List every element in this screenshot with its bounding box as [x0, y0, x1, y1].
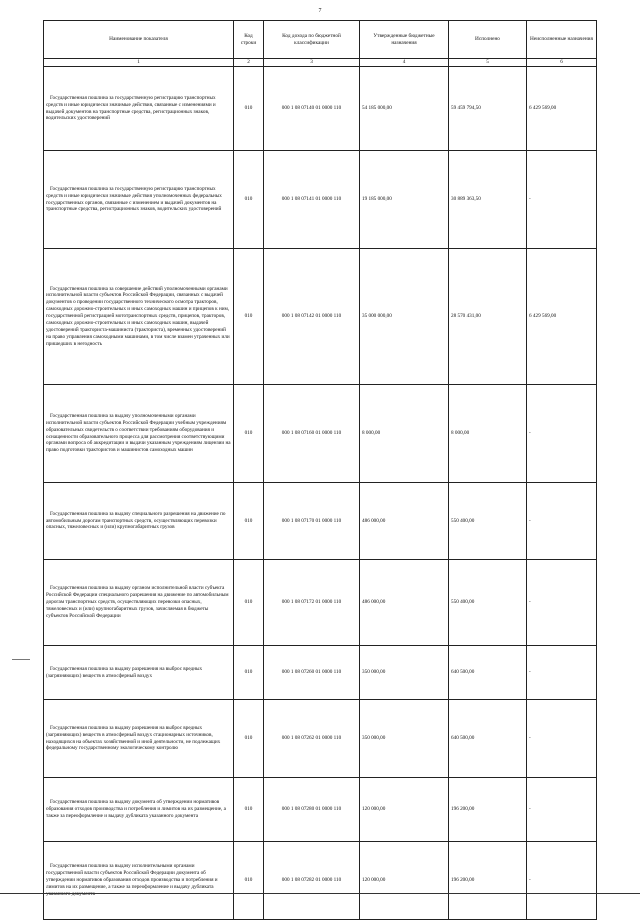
- row-code: 010: [234, 249, 264, 385]
- unexecuted-amount: -: [527, 842, 597, 920]
- approved-amount: 350 000,00: [360, 646, 449, 700]
- revenue-code: 000 1 08 07142 01 0000 110: [264, 249, 360, 385]
- indicator-name: Государственная пошлина за выдачу исполнительными органами государственной власти субъектов Российской Федерации документа об утверждении нормативов образования отходов производства и потребления и лимитов на их размещение, а также за переоформление и выдачу дубликата указанного документа: [44, 842, 234, 920]
- indicator-name: Государственная пошлина за выдачу уполномоченными органами исполнительной власти субъектов Российской Федерации учебным учреждениям образовательных свидетельств о соответствии требованиям оборудования и оснащенности образовательного процесса для рассмотрения соответствующими органами вопроса об аккредитации и выдачи указанным учреждениям лицензии на право подготовки трактористов и машинистов самоходных машин: [44, 385, 234, 483]
- table-row: [44, 67, 597, 151]
- revenue-code: 000 1 08 07282 01 0000 110: [264, 842, 360, 920]
- column-number: 4: [360, 59, 449, 67]
- header-unexecuted: Неисполненные назначения: [527, 21, 597, 59]
- unexecuted-amount: -: [527, 778, 597, 842]
- unexecuted-amount: -: [527, 151, 597, 249]
- table-row: [44, 249, 597, 385]
- column-number: 2: [234, 59, 264, 67]
- table-row: [44, 700, 597, 778]
- table-row: [44, 560, 597, 646]
- approved-amount: 486 000,00: [360, 483, 449, 560]
- column-number: 5: [449, 59, 527, 67]
- margin-mark: [12, 659, 30, 660]
- indicator-name: Государственная пошлина за выдачу специального разрешения на движение по автомобильным дорогам транспортных средств, осуществляющих перевозки опасных, тяжеловесных и (или) крупногабаритных грузов: [44, 483, 234, 560]
- header-revenue-code: Код дохода по бюджетной классификации: [264, 21, 360, 59]
- approved-amount: 35 000 000,00: [360, 249, 449, 385]
- row-code: 010: [234, 646, 264, 700]
- executed-amount: 28 570 431,00: [449, 249, 527, 385]
- table-row: [44, 151, 597, 249]
- column-number: 1: [44, 59, 234, 67]
- table-row: [44, 483, 597, 560]
- executed-amount: 30 889 363,50: [449, 151, 527, 249]
- executed-amount: 8 000,00: [449, 385, 527, 483]
- unexecuted-amount: -: [527, 700, 597, 778]
- indicator-name: Государственная пошлина за совершение действий уполномоченными органами исполнительной власти субъектов Российской Федерации, связанных с выдачей документов о проведении государственного технического осмотра тракторов, самоходных дорожно-строительных и иных самоходных машин и прицепов к ним, государственной регистрацией мототранспортных средств, прицепов, тракторов, самоходных дорожно-строительных и иных самоходных машин, выдачей удостоверений тракториста-машиниста (тракториста), временных удостоверений на право управления самоходными машинами, в том числе взамен утраченных или пришедших в негодность: [44, 249, 234, 385]
- executed-amount: 59 459 794,50: [449, 67, 527, 151]
- page-number: 7: [318, 8, 322, 14]
- indicator-name: Государственная пошлина за выдачу органом исполнительной власти субъекта Российской Федерации специального разрешения на движение по автомобильным дорогам транспортных средств, осуществляющих перевозки опасных, тяжеловесных и (или) крупногабаритных грузов, зачисляемая в бюджеты субъектов Российской Федерации: [44, 560, 234, 646]
- table-row: [44, 778, 597, 842]
- revenue-code: 000 1 08 07172 01 0000 110: [264, 560, 360, 646]
- unexecuted-amount: -: [527, 483, 597, 560]
- column-number-row: [44, 59, 597, 67]
- indicator-name: Государственная пошлина за государственную регистрацию транспортных средств и иные юридически значимые действия, связанные с изменениями и выдачей документов на транспортные средства, регистрационных знаков, водительских удостоверений: [44, 67, 234, 151]
- indicator-name: Государственная пошлина за выдачу документа об утверждении нормативов образования отходов производства и потребления и лимитов на их размещение, а также за переоформление и выдачу дубликата указанного документа: [44, 778, 234, 842]
- page-bottom-rule: [0, 893, 640, 894]
- approved-amount: 120 000,00: [360, 842, 449, 920]
- revenue-code: 000 1 08 07141 01 0000 110: [264, 151, 360, 249]
- header-approved: Утвержденные бюджетные назначения: [360, 21, 449, 59]
- executed-amount: 550 400,00: [449, 483, 527, 560]
- approved-amount: 120 000,00: [360, 778, 449, 842]
- unexecuted-amount: 6 429 569,00: [527, 249, 597, 385]
- executed-amount: 640 500,00: [449, 700, 527, 778]
- executed-amount: 640 500,00: [449, 646, 527, 700]
- header-executed: Исполнено: [449, 21, 527, 59]
- revenue-execution-table: [43, 20, 597, 920]
- indicator-name: Государственная пошлина за государственную регистрацию транспортных средств и иные юридически значимые действия уполномоченных федеральных государственных органов, связанные с изменением и выдачей документов на транспортные средства, регистрационных знаков, водительских удостоверений: [44, 151, 234, 249]
- table-row: [44, 842, 597, 920]
- revenue-code: 000 1 08 07262 01 0000 110: [264, 700, 360, 778]
- revenue-code: 000 1 08 07280 01 0000 110: [264, 778, 360, 842]
- unexecuted-amount: -: [527, 560, 597, 646]
- revenue-code: 000 1 08 07160 01 0000 110: [264, 385, 360, 483]
- approved-amount: 486 000,00: [360, 560, 449, 646]
- row-code: 010: [234, 483, 264, 560]
- row-code: 010: [234, 700, 264, 778]
- executed-amount: 196 200,00: [449, 778, 527, 842]
- revenue-code: 000 1 08 07140 01 0000 110: [264, 67, 360, 151]
- revenue-code: 000 1 08 07260 01 0000 110: [264, 646, 360, 700]
- indicator-name: Государственная пошлина за выдачу разрешения на выброс вредных (загрязняющих) веществ в атмосферный воздух: [44, 646, 234, 700]
- header-row-code: Код строки: [234, 21, 264, 59]
- executed-amount: 196 200,00: [449, 842, 527, 920]
- approved-amount: 8 000,00: [360, 385, 449, 483]
- approved-amount: 19 185 000,00: [360, 151, 449, 249]
- row-code: 010: [234, 151, 264, 249]
- unexecuted-amount: -: [527, 385, 597, 483]
- unexecuted-amount: -: [527, 646, 597, 700]
- column-number: 6: [527, 59, 597, 67]
- table-header-row: [44, 21, 597, 59]
- column-number: 3: [264, 59, 360, 67]
- row-code: 010: [234, 842, 264, 920]
- row-code: 010: [234, 67, 264, 151]
- executed-amount: 550 400,00: [449, 560, 527, 646]
- approved-amount: 54 185 000,00: [360, 67, 449, 151]
- table-row: [44, 646, 597, 700]
- indicator-name: Государственная пошлина за выдачу разрешения на выброс вредных (загрязняющих) веществ в атмосферный воздух стационарных источников, находящихся на объектах хозяйственной и иной деятельности, не подлежащих федеральному государственному экологическому контролю: [44, 700, 234, 778]
- unexecuted-amount: 6 429 569,00: [527, 67, 597, 151]
- approved-amount: 350 000,00: [360, 700, 449, 778]
- row-code: 010: [234, 778, 264, 842]
- header-name: Наименование показателя: [44, 21, 234, 59]
- row-code: 010: [234, 560, 264, 646]
- row-code: 010: [234, 385, 264, 483]
- table-row: [44, 385, 597, 483]
- revenue-code: 000 1 08 07170 01 0000 110: [264, 483, 360, 560]
